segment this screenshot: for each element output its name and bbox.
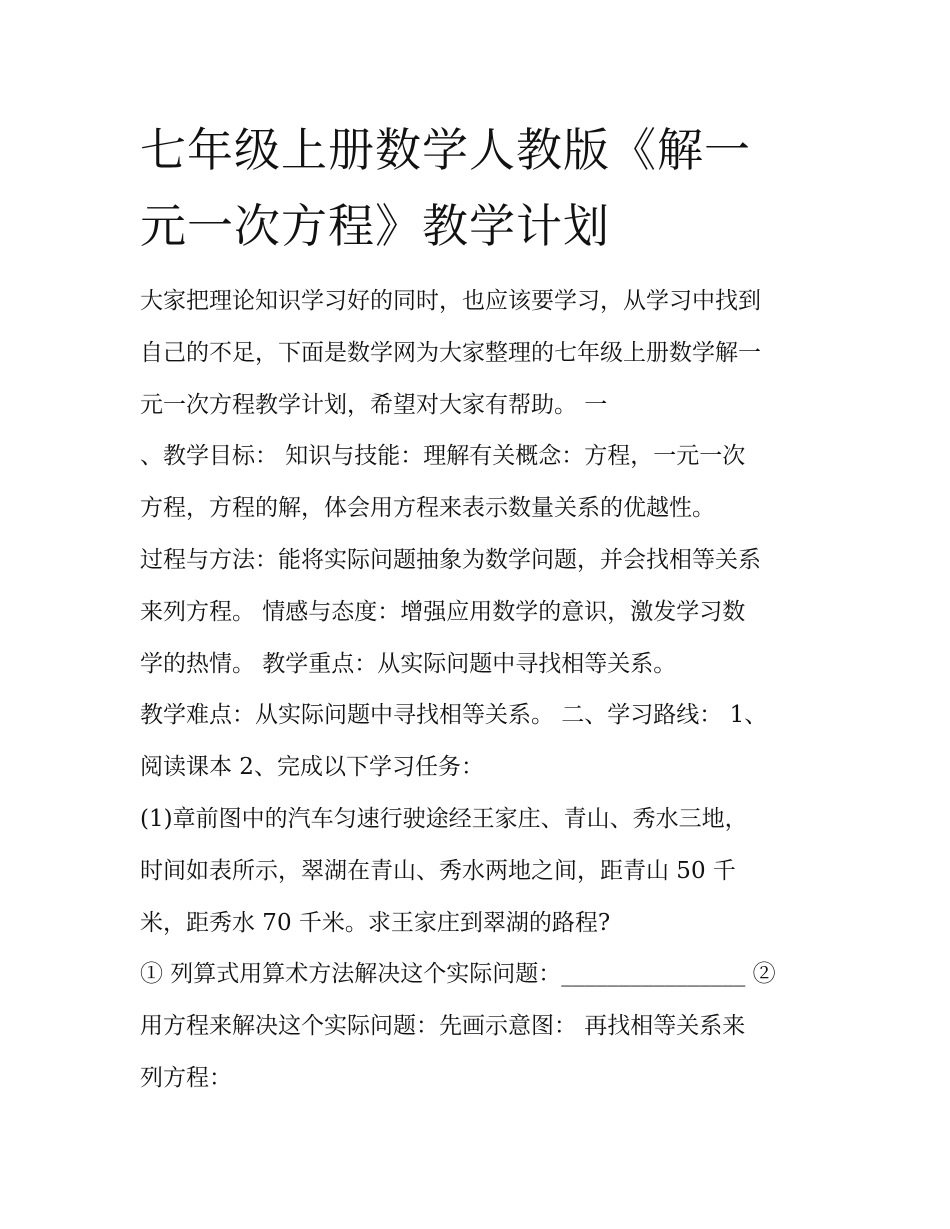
body-line: 时间如表所示，翠湖在青山、秀水两地之间，距青山 50 千 bbox=[140, 857, 736, 884]
title-line: 元一次方程》教学计划 bbox=[140, 199, 610, 253]
body-line: 学的热情。 教学重点：从实际问题中寻找相等关系。 bbox=[140, 650, 677, 677]
body-line: 教学难点：从实际问题中寻找相等关系。 二、学习路线： 1、 bbox=[140, 702, 768, 729]
body-line: 米，距秀水 70 千米。求王家庄到翠湖的路程? bbox=[140, 909, 611, 936]
body-line: 用方程来解决这个实际问题：先画示意图： 再找相等关系来 bbox=[140, 1013, 746, 1040]
body-line: 元一次方程教学计划，希望对大家有帮助。 一 bbox=[140, 391, 608, 418]
body-line: 方程，方程的解，体会用方程来表示数量关系的优越性。 bbox=[140, 495, 715, 522]
body-line: 来列方程。 情感与态度：增强应用数学的意识，激发学习数 bbox=[140, 598, 746, 625]
body-line: 大家把理论知识学习好的同时，也应该要学习，从学习中找到 bbox=[140, 288, 761, 314]
document-title bbox=[140, 112, 820, 264]
body-line: 列方程： bbox=[140, 1064, 232, 1091]
document-body bbox=[140, 276, 830, 1105]
body-line: ① 列算式用算术方法解决这个实际问题：________________ ② bbox=[140, 961, 776, 988]
body-line: 阅读课本 2、完成以下学习任务： bbox=[140, 754, 484, 781]
body-line: (1)章前图中的汽车匀速行驶途经王家庄、青山、秀水三地， bbox=[140, 805, 748, 832]
body-line: 过程与方法：能将实际问题抽象为数学问题，并会找相等关系 bbox=[140, 546, 761, 573]
title-line: 七年级上册数学人教版《解一 bbox=[140, 123, 751, 177]
body-line: 自己的不足，下面是数学网为大家整理的七年级上册数学解一 bbox=[140, 339, 761, 366]
body-line: 、教学目标： 知识与技能：理解有关概念：方程，一元一次 bbox=[140, 443, 746, 470]
